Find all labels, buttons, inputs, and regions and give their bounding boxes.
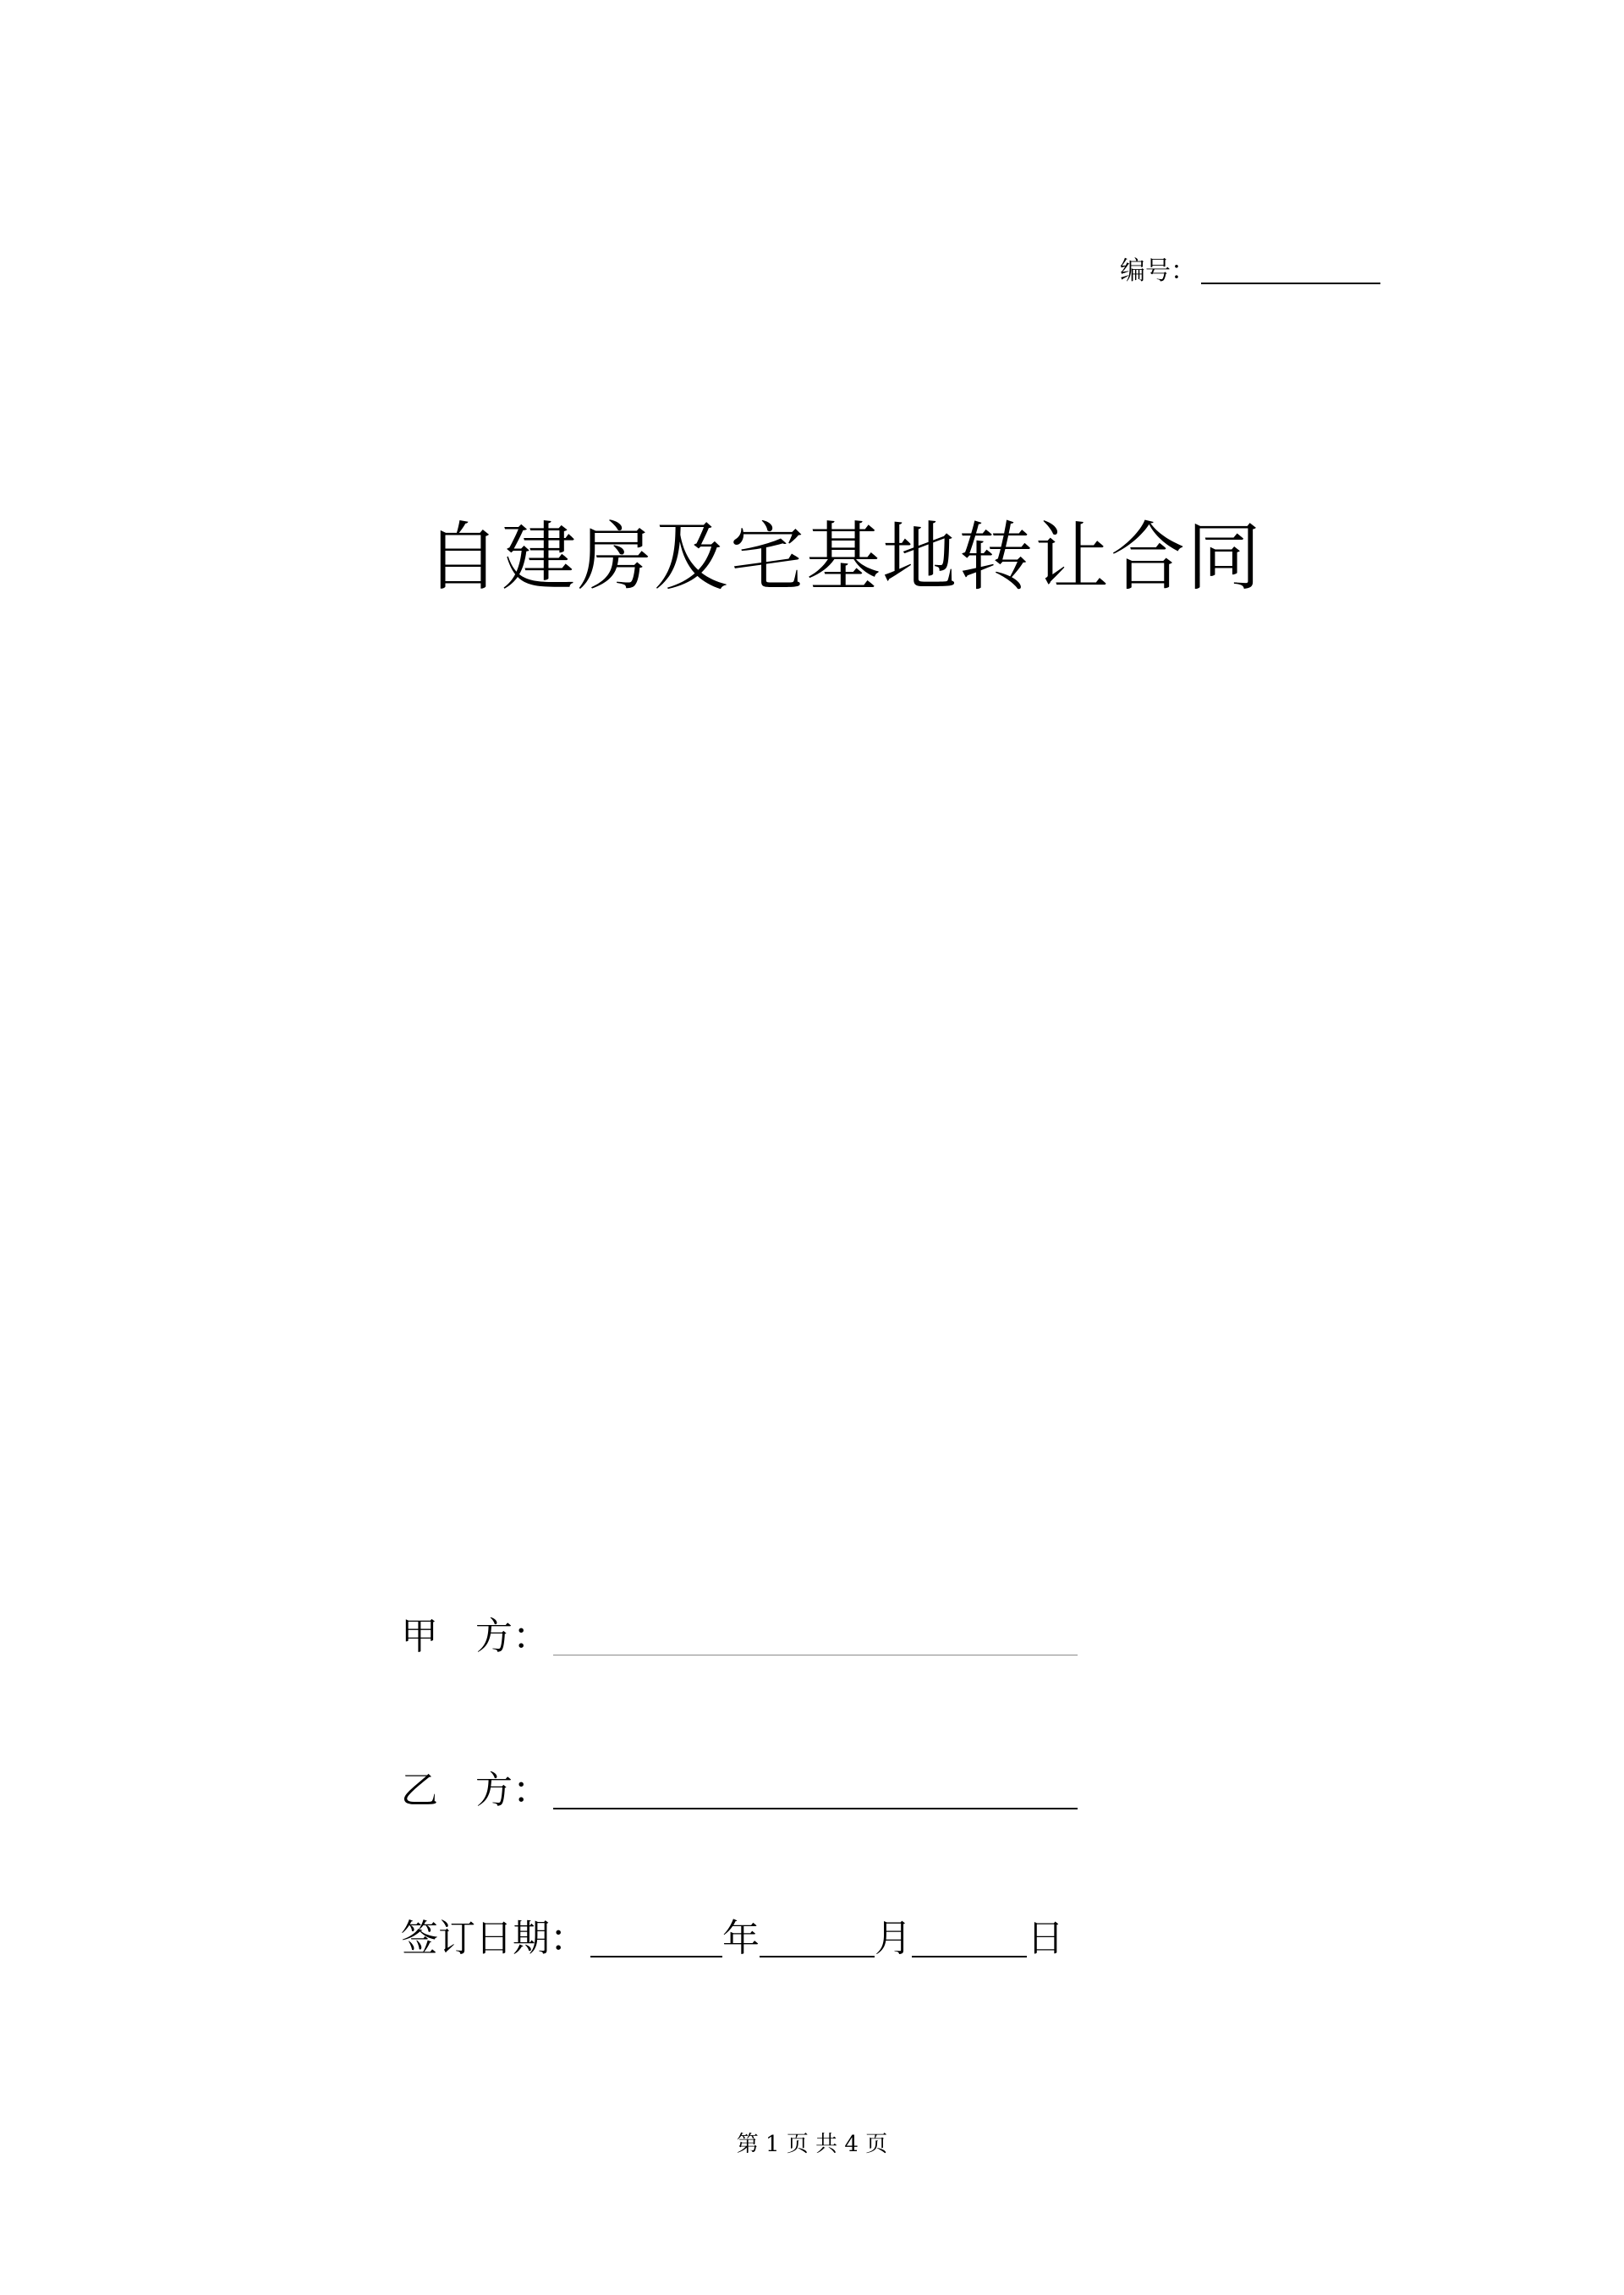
signing-date-row	[401, 1917, 1064, 1960]
year-blank[interactable]	[590, 1919, 722, 1957]
party-a-row	[401, 1615, 1078, 1658]
party-a-label-first: 甲	[401, 1615, 438, 1658]
page-footer: 第 1 页 共 4 页	[736, 2132, 888, 2157]
party-b-label-second: 方：	[475, 1769, 550, 1812]
document-number-label: 编号：	[1120, 256, 1196, 286]
document-title: 自建房及宅基地转让合同	[425, 513, 1264, 601]
party-b-label-first: 乙	[401, 1769, 438, 1812]
party-b-row	[401, 1769, 1078, 1812]
month-blank[interactable]	[760, 1919, 875, 1957]
document-number-field	[1120, 250, 1380, 284]
year-unit: 年	[722, 1917, 760, 1960]
day-unit: 日	[1027, 1917, 1064, 1960]
document-number-blank[interactable]	[1201, 257, 1380, 284]
signing-date-label: 签订日期：	[401, 1917, 587, 1960]
party-a-blank[interactable]	[553, 1617, 1078, 1655]
day-blank[interactable]	[912, 1919, 1027, 1957]
party-b-blank[interactable]	[553, 1771, 1078, 1809]
month-unit: 月	[875, 1917, 912, 1960]
party-a-label-second: 方：	[475, 1615, 550, 1658]
